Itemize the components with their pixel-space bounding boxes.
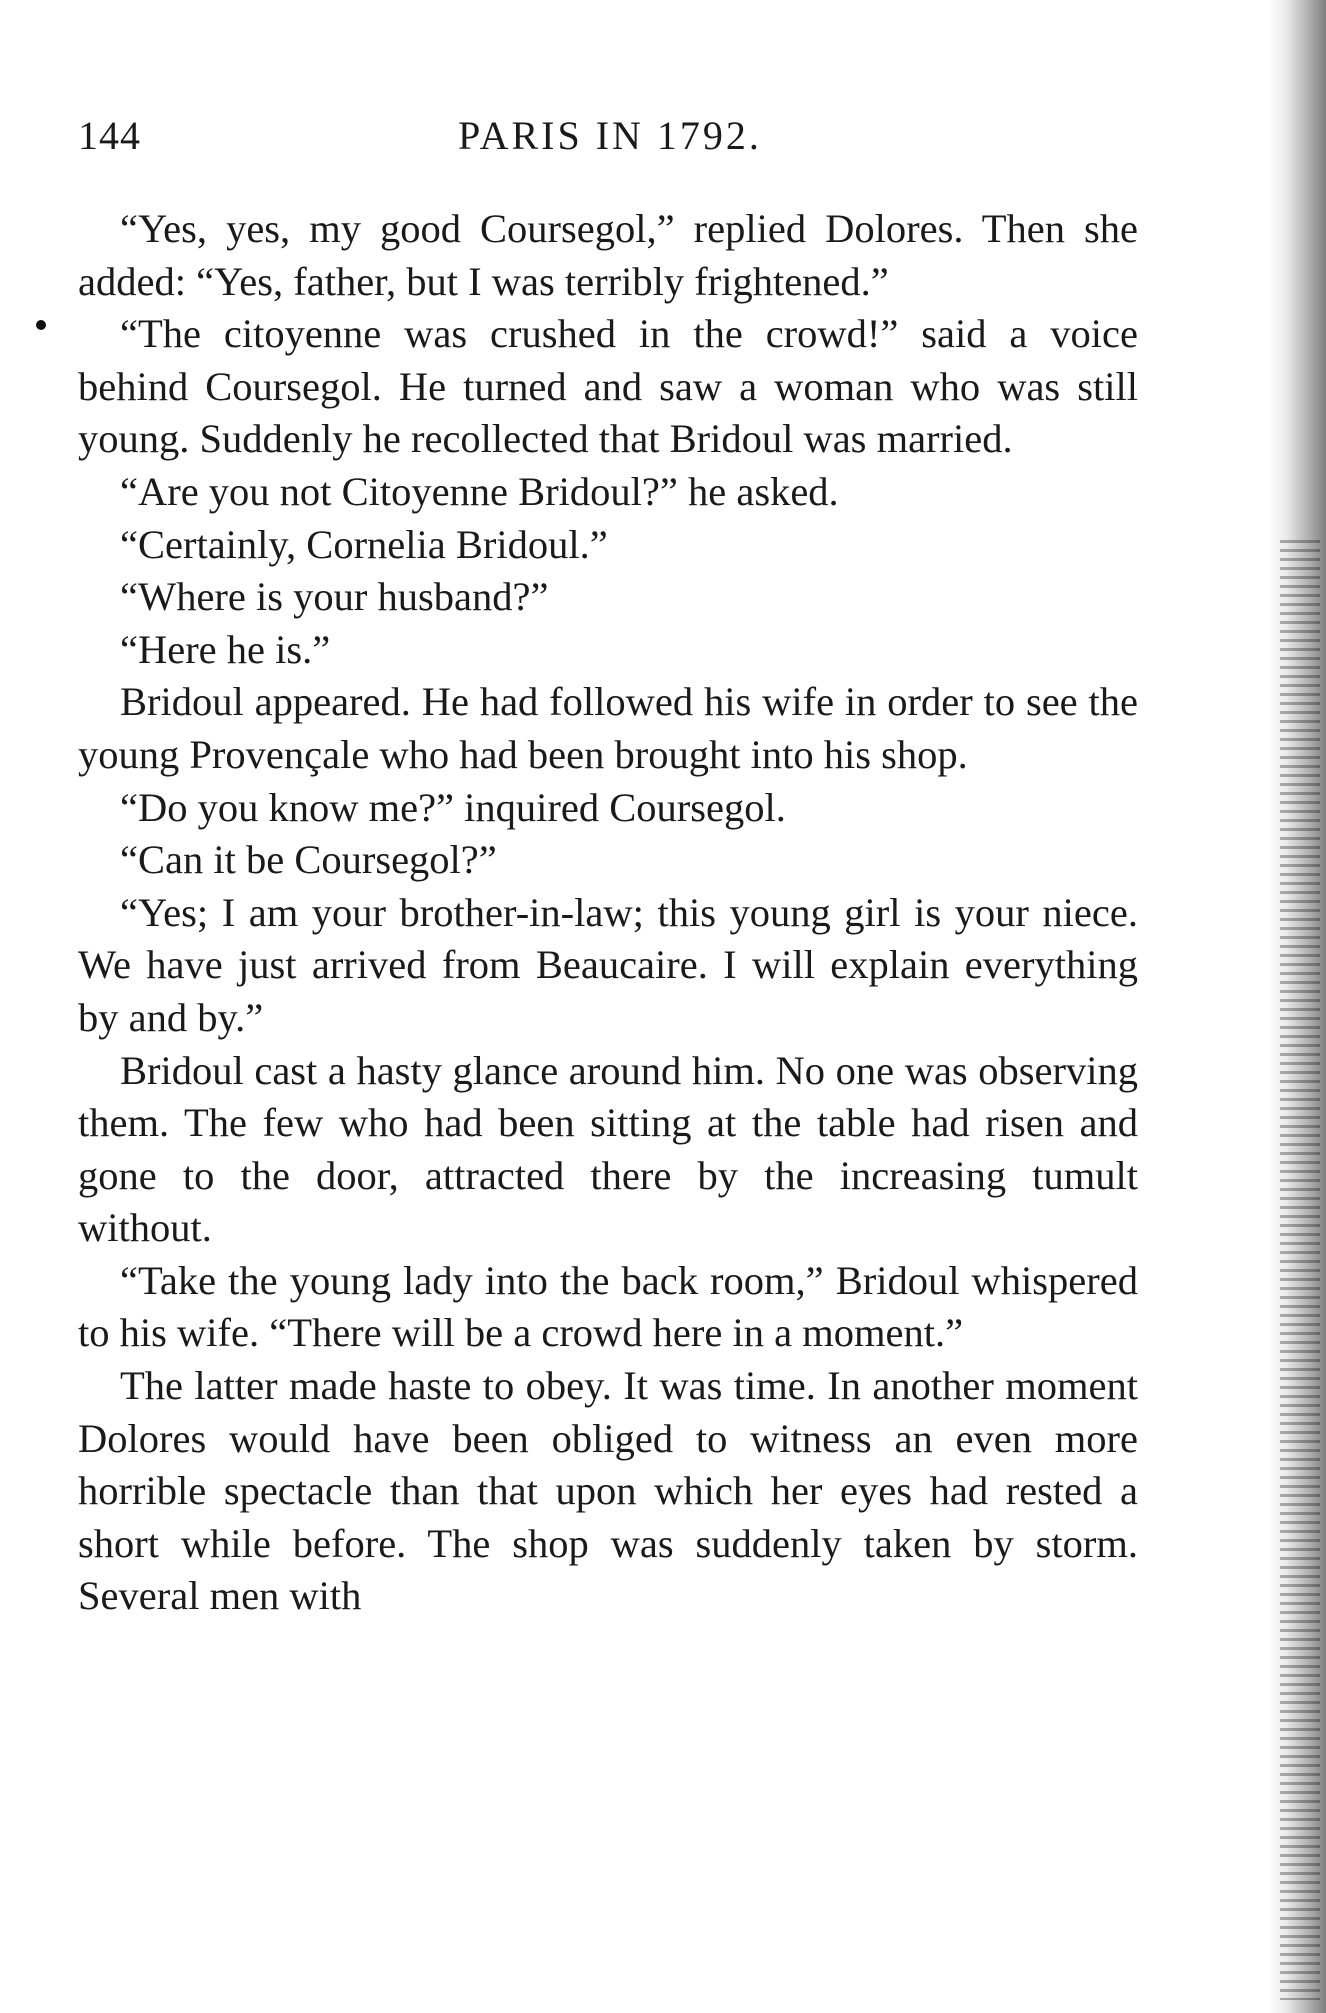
paragraph: “Do you know me?” inquired Coursegol. (120, 784, 786, 830)
paragraph: “Are you not Citoyenne Bridoul?” he asked. (120, 468, 839, 514)
paragraph: “Where is your husband?” (120, 574, 549, 620)
paragraph: “Yes, yes, my good Coursegol,” replied Dolores. Then she added: “Yes, father, but I was terribly frightened.” (78, 206, 1138, 304)
page-number: 144 (78, 113, 141, 158)
paragraph: Bridoul appeared. He had followed his wife in order to see the young Provençale who had been brought into his shop. (78, 679, 1138, 777)
paragraph: Bridoul cast a hasty glance around him. No one was observing them. The few who had been sitting at the table had risen and gone to the door, attracted there by the increasing tumult without. (78, 1047, 1138, 1251)
page-header (78, 112, 1138, 172)
margin-mark (36, 320, 46, 330)
paragraph: “Take the young lady into the back room,” Bridoul whispered to his wife. “There will be a crowd here in a moment.” (78, 1257, 1138, 1356)
body-text (78, 203, 1138, 1623)
paragraph: “Here he is.” (120, 626, 331, 672)
paragraph: “Yes; I am your brother-in-law; this young girl is your niece. We have just arrived from Beaucaire. I will explain everything by and by.” (78, 889, 1138, 1040)
paragraph: The latter made haste to obey. It was time. In another moment Dolores would have been obliged to witness an even more horrible spectacle than that upon which her eyes had rested a short while before. The shop was suddenly taken by storm. Several men with (78, 1363, 1138, 1619)
paragraph: “Can it be Coursegol?” (120, 837, 497, 883)
running-title: PARIS IN 1792. (458, 113, 762, 158)
binding-specks (1280, 540, 1320, 2000)
paragraph: “The citoyenne was crushed in the crowd!” said a voice behind Coursegol. He turned and saw a woman who was still young. Suddenly he recollected that Bridoul was married. (78, 311, 1138, 462)
paragraph: “Certainly, Cornelia Bridoul.” (120, 521, 608, 567)
